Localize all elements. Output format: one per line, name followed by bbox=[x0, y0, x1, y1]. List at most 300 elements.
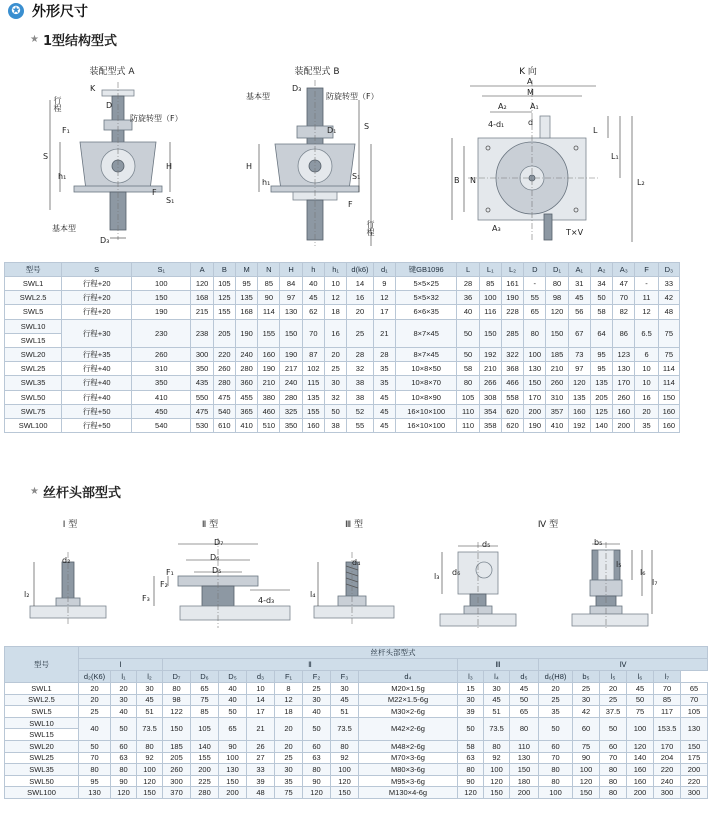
table-cell: 50 bbox=[600, 717, 627, 740]
table-cell: 360 bbox=[235, 376, 257, 390]
table-cell: 540 bbox=[213, 404, 235, 418]
table-cell: 90 bbox=[573, 752, 600, 764]
table-cell: 10 bbox=[635, 376, 658, 390]
table-cell: 185 bbox=[163, 740, 191, 752]
table-cell: 160 bbox=[658, 404, 679, 418]
table-cell: 40 bbox=[457, 305, 479, 319]
table-cell: 37.5 bbox=[600, 706, 627, 718]
type1-heading: ★ 1型结构型式 bbox=[30, 34, 118, 49]
table-cell: 31 bbox=[568, 277, 590, 291]
section-title: 外形尺寸 bbox=[32, 4, 88, 20]
table-cell: 161 bbox=[501, 277, 523, 291]
table-cell: 50 bbox=[324, 404, 346, 418]
table-cell: 70 bbox=[79, 752, 111, 764]
table-cell: 170 bbox=[524, 390, 546, 404]
table-cell: 285 bbox=[501, 319, 523, 347]
table-cell: 205 bbox=[590, 390, 612, 404]
table-cell: 150 bbox=[510, 764, 539, 776]
table-cell: 45 bbox=[373, 418, 395, 432]
table-cell: 540 bbox=[132, 418, 191, 432]
table-cell: 225 bbox=[191, 775, 219, 787]
star-icon: ★ bbox=[30, 34, 39, 45]
table-cell: 20 bbox=[347, 305, 373, 319]
drawing-k-view bbox=[448, 76, 638, 246]
table-cell: 28 bbox=[457, 277, 479, 291]
table-cell: 50 bbox=[457, 347, 479, 361]
table-cell: 220 bbox=[213, 347, 235, 361]
table-cell: 12 bbox=[373, 291, 395, 305]
table-cell: 73.5 bbox=[331, 717, 359, 740]
model-cell: SWL5 bbox=[5, 305, 62, 319]
table-cell: 322 bbox=[501, 347, 523, 361]
model-cell: SWL15 bbox=[5, 333, 62, 347]
table-cell: 100 bbox=[524, 347, 546, 361]
type-label-1: Ⅰ 型 bbox=[62, 520, 78, 530]
column-header: H bbox=[280, 263, 302, 277]
table-cell: 45 bbox=[302, 291, 324, 305]
table-cell: 90 bbox=[258, 291, 280, 305]
table-cell: 150 bbox=[573, 787, 600, 799]
table-cell: 200 bbox=[510, 787, 539, 799]
table-cell: 455 bbox=[235, 390, 257, 404]
table-cell: 175 bbox=[681, 752, 708, 764]
table-cell: 80 bbox=[546, 277, 568, 291]
table-cell: 160 bbox=[258, 347, 280, 361]
table-cell: 5×5×32 bbox=[395, 291, 456, 305]
table-title-row bbox=[5, 647, 708, 659]
column-header: A₁ bbox=[568, 263, 590, 277]
table-cell: 9 bbox=[373, 277, 395, 291]
table-cell: 130 bbox=[280, 305, 302, 319]
table-cell: 18 bbox=[275, 706, 303, 718]
table-cell: 150 bbox=[280, 319, 302, 347]
table-cell: 35 bbox=[539, 706, 573, 718]
table-cell: 6 bbox=[635, 347, 658, 361]
table-cell: 50 bbox=[219, 706, 247, 718]
table-cell: 80 bbox=[137, 740, 163, 752]
table-cell: 168 bbox=[235, 305, 257, 319]
model-cell: SWL1 bbox=[5, 683, 79, 695]
table-cell: 45 bbox=[331, 694, 359, 706]
type-label-4: Ⅳ 型 bbox=[537, 520, 559, 530]
table-cell: 14 bbox=[247, 694, 275, 706]
column-header: d₂(K6) bbox=[79, 671, 111, 683]
table-cell: 120 bbox=[191, 277, 213, 291]
table-cell: 150 bbox=[484, 787, 510, 799]
table-cell: 18 bbox=[324, 305, 346, 319]
table-cell: 260 bbox=[546, 376, 568, 390]
table-cell: 92 bbox=[484, 752, 510, 764]
table-cell: 150 bbox=[132, 291, 191, 305]
table-cell: 65 bbox=[191, 683, 219, 695]
table-cell: 63 bbox=[458, 752, 484, 764]
table-cell: 266 bbox=[479, 376, 501, 390]
table-row bbox=[5, 347, 680, 361]
table-row bbox=[5, 752, 708, 764]
table-cell: 36 bbox=[457, 291, 479, 305]
table-row bbox=[5, 390, 680, 404]
table-cell: 8×7×45 bbox=[395, 319, 456, 347]
column-header: l₁ bbox=[111, 671, 137, 683]
table-cell: 155 bbox=[302, 404, 324, 418]
table-cell: - bbox=[524, 277, 546, 291]
table-cell: 192 bbox=[479, 347, 501, 361]
column-header: l₃ bbox=[458, 671, 484, 683]
table-cell: 92 bbox=[137, 752, 163, 764]
table-cell: 114 bbox=[258, 305, 280, 319]
table-cell: 63 bbox=[111, 752, 137, 764]
gear-badge-icon: ✪ bbox=[8, 3, 24, 19]
model-cell: SWL100 bbox=[5, 787, 79, 799]
table-cell: 80 bbox=[458, 764, 484, 776]
screw-head-heading: ★ 丝杆头部型式 bbox=[30, 486, 121, 501]
table-cell: 240 bbox=[280, 376, 302, 390]
column-header: 键GB1096 bbox=[395, 263, 456, 277]
table-row bbox=[5, 362, 680, 376]
table-cell: 123 bbox=[613, 347, 635, 361]
column-header: L bbox=[457, 263, 479, 277]
table-cell: 135 bbox=[302, 390, 324, 404]
table-cell: 80 bbox=[524, 319, 546, 347]
table-cell: 50 bbox=[457, 319, 479, 347]
table-cell: 368 bbox=[501, 362, 523, 376]
table-cell: 558 bbox=[501, 390, 523, 404]
table-cell: 100 bbox=[539, 787, 573, 799]
column-header: A₃ bbox=[613, 263, 635, 277]
table-cell: 120 bbox=[568, 376, 590, 390]
drawing-assembly-b bbox=[235, 80, 405, 250]
column-header: F₂ bbox=[303, 671, 331, 683]
table-cell: 95 bbox=[590, 347, 612, 361]
table-cell: 45 bbox=[510, 683, 539, 695]
table-cell: M22×1.5-6g bbox=[359, 694, 458, 706]
table-cell: 180 bbox=[510, 775, 539, 787]
column-header: D₁ bbox=[546, 263, 568, 277]
table-cell: 98 bbox=[163, 694, 191, 706]
table-cell: 64 bbox=[590, 319, 612, 347]
spec-table-type1 bbox=[4, 262, 680, 433]
table-cell: 20 bbox=[79, 683, 111, 695]
table-cell: 610 bbox=[213, 418, 235, 432]
table-cell: 116 bbox=[479, 305, 501, 319]
table-cell: 200 bbox=[627, 787, 654, 799]
table-cell: 185 bbox=[546, 347, 568, 361]
table-cell: 17 bbox=[373, 305, 395, 319]
table-cell: 86 bbox=[613, 319, 635, 347]
table-cell: 58 bbox=[457, 362, 479, 376]
table-cell: 114 bbox=[658, 376, 679, 390]
column-header: D₇ bbox=[163, 671, 191, 683]
model-cell: SWL1 bbox=[5, 277, 62, 291]
table-cell: 240 bbox=[235, 347, 257, 361]
table-cell: 260 bbox=[163, 764, 191, 776]
caption-assembly-b: 装配型式 B bbox=[294, 67, 340, 77]
table-cell: 60 bbox=[573, 717, 600, 740]
column-header: F₃ bbox=[331, 671, 359, 683]
table-cell: 5×5×25 bbox=[395, 277, 456, 291]
table-cell: 35 bbox=[635, 418, 658, 432]
table-cell: 550 bbox=[191, 390, 213, 404]
table-cell: 100 bbox=[137, 764, 163, 776]
column-header: d₅ bbox=[510, 671, 539, 683]
table-cell: 410 bbox=[235, 418, 257, 432]
table-cell: 51 bbox=[137, 706, 163, 718]
table-cell: 160 bbox=[627, 775, 654, 787]
column-header: N bbox=[258, 263, 280, 277]
table-cell: 38 bbox=[347, 376, 373, 390]
table-cell: 85 bbox=[191, 706, 219, 718]
table-cell: 620 bbox=[501, 418, 523, 432]
table-row bbox=[5, 717, 708, 729]
table-cell: 85 bbox=[258, 277, 280, 291]
table-cell: 28 bbox=[373, 347, 395, 361]
table-cell: 210 bbox=[479, 362, 501, 376]
column-header: L₂ bbox=[501, 263, 523, 277]
table-cell: 95 bbox=[590, 362, 612, 376]
table-cell: 190 bbox=[258, 362, 280, 376]
table-cell: 150 bbox=[546, 319, 568, 347]
table-cell: 38 bbox=[347, 390, 373, 404]
table-cell: 80 bbox=[79, 764, 111, 776]
table-cell: 40 bbox=[302, 277, 324, 291]
table-cell: 50 bbox=[79, 740, 111, 752]
table-row bbox=[5, 319, 680, 333]
table-cell: 300 bbox=[654, 787, 681, 799]
table-cell: 160 bbox=[613, 404, 635, 418]
model-cell: SWL75 bbox=[5, 404, 62, 418]
table-cell: 80 bbox=[539, 775, 573, 787]
table-cell: 120 bbox=[331, 775, 359, 787]
table-cell: 75 bbox=[275, 787, 303, 799]
table-cell: 380 bbox=[258, 390, 280, 404]
column-header: h bbox=[302, 263, 324, 277]
type-label-2: Ⅱ 型 bbox=[201, 520, 219, 530]
table-cell: M48×2-6g bbox=[359, 740, 458, 752]
table-cell: 530 bbox=[191, 418, 213, 432]
table-cell: 92 bbox=[331, 752, 359, 764]
table-cell: 60 bbox=[303, 740, 331, 752]
table-row bbox=[5, 694, 708, 706]
table-cell: 370 bbox=[163, 787, 191, 799]
table-cell: 135 bbox=[590, 376, 612, 390]
table-cell: 30 bbox=[331, 683, 359, 695]
column-header: M bbox=[235, 263, 257, 277]
table-cell: 21 bbox=[247, 717, 275, 740]
column-header: l₂ bbox=[137, 671, 163, 683]
table-cell: 33 bbox=[658, 277, 679, 291]
table-row bbox=[5, 764, 708, 776]
table-cell: 140 bbox=[590, 418, 612, 432]
table-row bbox=[5, 418, 680, 432]
table-cell: 120 bbox=[627, 740, 654, 752]
table-cell: 200 bbox=[219, 787, 247, 799]
table-cell: 10 bbox=[324, 277, 346, 291]
table-cell: 350 bbox=[280, 418, 302, 432]
table-cell: 150 bbox=[219, 775, 247, 787]
table-cell: 310 bbox=[546, 390, 568, 404]
table-cell: 190 bbox=[524, 418, 546, 432]
table-cell: M130×4-6g bbox=[359, 787, 458, 799]
table-title: 丝杆头部型式 bbox=[79, 647, 708, 659]
table-cell: 130 bbox=[613, 362, 635, 376]
table-cell: 20 bbox=[539, 683, 573, 695]
table-cell: 45 bbox=[568, 291, 590, 305]
table-cell: 475 bbox=[191, 404, 213, 418]
table-cell: 308 bbox=[479, 390, 501, 404]
table-cell: 105 bbox=[457, 390, 479, 404]
column-header: S bbox=[62, 263, 132, 277]
table-cell: 20 bbox=[635, 404, 658, 418]
table-cell: 51 bbox=[484, 706, 510, 718]
table-cell: 122 bbox=[163, 706, 191, 718]
table-cell: 217 bbox=[280, 362, 302, 376]
table-subheader-row bbox=[5, 671, 708, 683]
table-cell: 行程+50 bbox=[62, 404, 132, 418]
table-cell: 155 bbox=[191, 752, 219, 764]
table-cell: 55 bbox=[524, 291, 546, 305]
table-cell: 120 bbox=[484, 775, 510, 787]
table-cell: 410 bbox=[132, 390, 191, 404]
table-cell: 125 bbox=[590, 404, 612, 418]
column-header: S₁ bbox=[132, 263, 191, 277]
table-cell: 50 bbox=[303, 717, 331, 740]
table-cell: 90 bbox=[111, 775, 137, 787]
table-cell: 135 bbox=[235, 291, 257, 305]
table-cell: 102 bbox=[302, 362, 324, 376]
table-cell: 73.5 bbox=[137, 717, 163, 740]
table-header-row bbox=[5, 263, 680, 277]
spec-table-screw-head bbox=[4, 646, 708, 799]
table-cell: 32 bbox=[324, 390, 346, 404]
table-cell: 170 bbox=[613, 376, 635, 390]
table-cell: 100 bbox=[331, 764, 359, 776]
table-cell: 50 bbox=[627, 694, 654, 706]
table-cell: 90 bbox=[458, 775, 484, 787]
table-cell: 110 bbox=[457, 404, 479, 418]
model-cell: SWL35 bbox=[5, 764, 79, 776]
table-cell: 90 bbox=[303, 775, 331, 787]
table-cell: 325 bbox=[280, 404, 302, 418]
table-row bbox=[5, 291, 680, 305]
table-row bbox=[5, 775, 708, 787]
table-cell: 80 bbox=[331, 740, 359, 752]
table-cell: 28 bbox=[347, 347, 373, 361]
table-cell: 60 bbox=[600, 740, 627, 752]
table-cell: 16×10×100 bbox=[395, 404, 456, 418]
table-cell: 80 bbox=[484, 740, 510, 752]
column-header: D₆ bbox=[191, 671, 219, 683]
table-cell: 200 bbox=[191, 764, 219, 776]
table-cell: 110 bbox=[510, 740, 539, 752]
table-cell: 30 bbox=[111, 694, 137, 706]
table-cell: 130 bbox=[510, 752, 539, 764]
table-cell: 110 bbox=[457, 418, 479, 432]
table-cell: 80 bbox=[111, 764, 137, 776]
table-cell: 190 bbox=[235, 319, 257, 347]
table-row bbox=[5, 706, 708, 718]
table-cell: - bbox=[635, 277, 658, 291]
table-cell: 150 bbox=[479, 319, 501, 347]
table-cell: 50 bbox=[539, 717, 573, 740]
table-cell: 58 bbox=[590, 305, 612, 319]
table-cell: 56 bbox=[568, 305, 590, 319]
table-cell: 25 bbox=[303, 683, 331, 695]
table-cell: 行程+30 bbox=[62, 319, 132, 347]
model-cell: SWL10 bbox=[5, 319, 62, 333]
table-cell: 30 bbox=[324, 376, 346, 390]
table-group-row: Ⅰ Ⅱ Ⅲ Ⅳ bbox=[5, 659, 708, 671]
table-cell: 16 bbox=[347, 291, 373, 305]
table-cell: 38 bbox=[324, 418, 346, 432]
table-cell: 20 bbox=[600, 683, 627, 695]
table-cell: 100 bbox=[573, 764, 600, 776]
table-cell: 80 bbox=[600, 764, 627, 776]
model-cell: SWL10 bbox=[5, 717, 79, 729]
column-header: D bbox=[524, 263, 546, 277]
table-cell: 25 bbox=[573, 683, 600, 695]
table-cell: 35 bbox=[373, 362, 395, 376]
table-cell: 140 bbox=[191, 740, 219, 752]
table-cell: 300 bbox=[163, 775, 191, 787]
table-cell: 310 bbox=[132, 362, 191, 376]
model-cell: SWL2.5 bbox=[5, 291, 62, 305]
table-cell: 100 bbox=[627, 717, 654, 740]
table-cell: 39 bbox=[458, 706, 484, 718]
table-cell: 20 bbox=[111, 683, 137, 695]
table-cell: 150 bbox=[331, 787, 359, 799]
table-cell: 40 bbox=[219, 694, 247, 706]
table-cell: 135 bbox=[568, 390, 590, 404]
table-cell: 33 bbox=[247, 764, 275, 776]
column-header: b₅ bbox=[573, 671, 600, 683]
table-cell: 47 bbox=[613, 277, 635, 291]
table-cell: 435 bbox=[191, 376, 213, 390]
table-cell: 55 bbox=[347, 418, 373, 432]
table-cell: 40 bbox=[79, 717, 111, 740]
table-cell: 120 bbox=[111, 787, 137, 799]
table-cell: 80 bbox=[600, 787, 627, 799]
table-cell: 30 bbox=[137, 683, 163, 695]
table-cell: 行程+20 bbox=[62, 277, 132, 291]
column-header: A bbox=[191, 263, 213, 277]
table-cell: 73 bbox=[568, 347, 590, 361]
column-header: F bbox=[635, 263, 658, 277]
table-cell: 84 bbox=[280, 277, 302, 291]
table-cell: 65 bbox=[510, 706, 539, 718]
table-cell: 20 bbox=[275, 717, 303, 740]
table-cell: 45 bbox=[627, 683, 654, 695]
table-cell: 60 bbox=[111, 740, 137, 752]
table-cell: M20×1.5g bbox=[359, 683, 458, 695]
table-cell: 45 bbox=[137, 694, 163, 706]
column-header: d₁ bbox=[373, 263, 395, 277]
table-cell: 228 bbox=[501, 305, 523, 319]
table-cell: 63 bbox=[303, 752, 331, 764]
table-cell: 10×8×50 bbox=[395, 362, 456, 376]
table-cell: M42×2-6g bbox=[359, 717, 458, 740]
table-cell: 16 bbox=[324, 319, 346, 347]
table-cell: 450 bbox=[132, 404, 191, 418]
table-cell: 160 bbox=[658, 418, 679, 432]
table-cell: 30 bbox=[573, 694, 600, 706]
model-cell: SWL25 bbox=[5, 362, 62, 376]
table-cell: 365 bbox=[235, 404, 257, 418]
table-cell: 115 bbox=[302, 376, 324, 390]
table-cell: 67 bbox=[568, 319, 590, 347]
table-row bbox=[5, 740, 708, 752]
table-cell: M30×2-6g bbox=[359, 706, 458, 718]
table-cell: 30 bbox=[275, 764, 303, 776]
